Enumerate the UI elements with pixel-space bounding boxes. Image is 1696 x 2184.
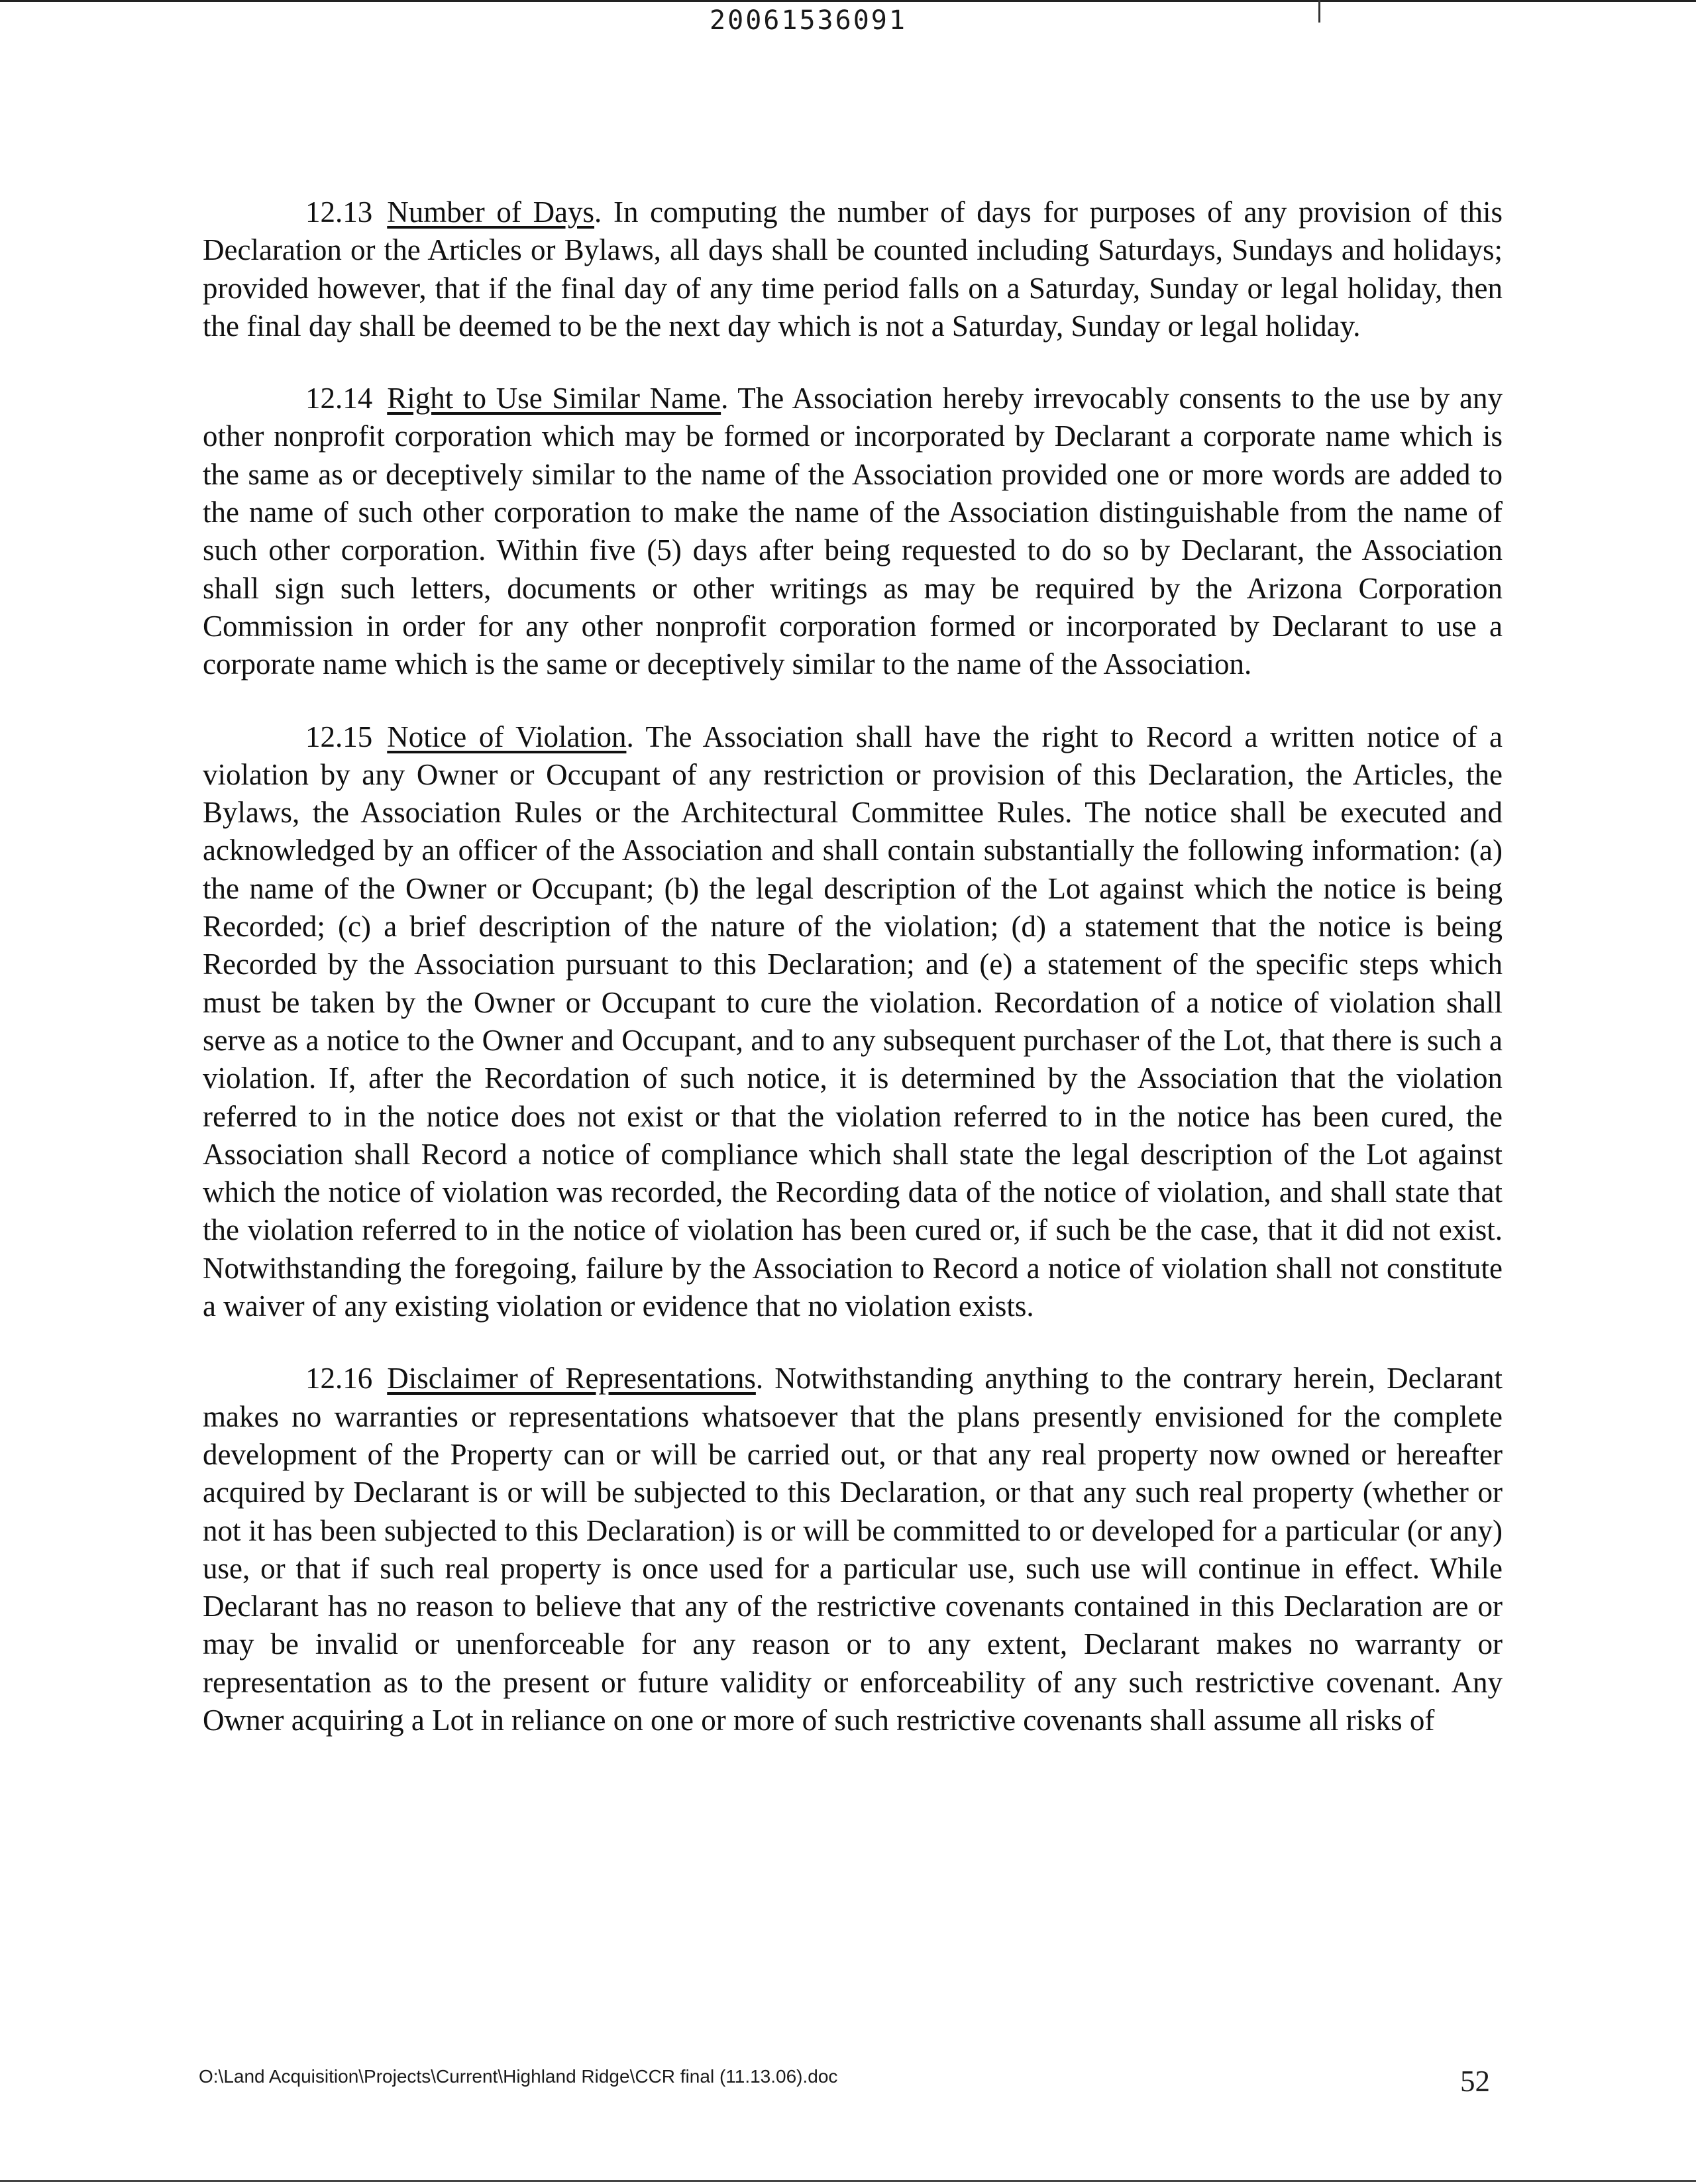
scan-bottom-border <box>0 2180 1696 2182</box>
section-title: Notice of Violation <box>387 720 627 753</box>
document-body <box>203 193 1503 1739</box>
scan-edge-mark <box>1318 0 1320 23</box>
section-text: . The Association shall have the right to Record a written notice of a violation by any Owner or Occupant of any restriction or provision of this Declaration, the Articles, the Bylaws, the Association Rules or the Architectural Committee Rules. The notice shall be executed and acknowledged by an officer of the Association and shall contain substantially the following information: (a) the name of the Owner or Occupant; (b) the legal description of the Lot against which the notice is being Recorded; (c) a brief description of the nature of the violation; (d) a statement that the notice is being Recorded by the Association pursuant to this Declaration; and (e) a statement of the specific steps which must be taken by the Owner or Occupant to cure the violation. Recordation of a notice of violation shall serve as a notice to the Owner and Occupant, and to any subsequent purchaser of the Lot, that there is such a violation. If, after the Recordation of such notice, it is determined by the Association that the violation referred to in the notice does not exist or that the violation referred to in the notice has been cured, the Association shall Record a notice of compliance which shall state the legal description of the Lot against which the notice of violation was recorded, the Recording data of the notice of violation, and shall state that the violation referred to in the notice of violation has been cured or, if such be the case, that it did not exist. Notwithstanding the foregoing, failure by the Association to Record a notice of violation shall not constitute a waiver of any existing violation or evidence that no violation exists. <box>203 720 1503 1323</box>
section-12-15 <box>203 718 1503 1326</box>
scan-top-border <box>0 0 1696 2</box>
section-title: Disclaimer of Representations <box>387 1362 756 1395</box>
section-number: 12.14 <box>305 382 373 415</box>
section-12-16 <box>203 1360 1503 1739</box>
recording-number: 20061536091 <box>710 5 907 36</box>
footer-file-path: O:\Land Acquisition\Projects\Current\Highland Ridge\CCR final (11.13.06).doc <box>199 2066 838 2087</box>
section-title: Number of Days <box>387 195 595 229</box>
section-number: 12.16 <box>305 1362 373 1395</box>
section-title: Right to Use Similar Name <box>387 382 721 415</box>
section-12-14 <box>203 380 1503 683</box>
section-12-13 <box>203 193 1503 345</box>
section-text: . The Association hereby irrevocably consents to the use by any other nonprofit corporation which may be formed or incorporated by Declarant a corporate name which is the same as or deceptively similar to the name of the Association provided one or more words are added to the name of such other corporation to make the name of the Association distinguishable from the name of such other corporation. Within five (5) days after being requested to do so by Declarant, the Association shall sign such letters, documents or other writings as may be required by the Arizona Corporation Commission in order for any other nonprofit corporation formed or incorporated by Declarant to use a corporate name which is the same or deceptively similar to the name of the Association. <box>203 382 1503 681</box>
section-number: 12.15 <box>305 720 373 753</box>
section-text: . In computing the number of days for purposes of any provision of this Declaration or the Articles or Bylaws, all days shall be counted including Saturdays, Sundays and holidays; provided however, that if the final day of any time period falls on a Saturday, Sunday or legal holiday, then the final day shall be deemed to be the next day which is not a Saturday, Sunday or legal holiday. <box>203 195 1503 343</box>
section-text: . Notwithstanding anything to the contrary herein, Declarant makes no warranties or representations whatsoever that the plans presently envisioned for the complete development of the Property can or will be carried out, or that any real property now owned or hereafter acquired by Declarant is or will be subjected to this Declaration, or that any such real property (whether or not it has been subjected to this Declaration) is or will be committed to or developed for a particular (or any) use, or that if such real property is once used for a particular use, such use will continue in effect. While Declarant has no reason to believe that any of the restrictive covenants contained in this Declaration are or may be invalid or unenforceable for any reason or to any extent, Declarant makes no warranty or representation as to the present or future validity or enforceability of any such restrictive covenant. Any Owner acquiring a Lot in reliance on one or more of such restrictive covenants shall assume all risks of <box>203 1362 1503 1737</box>
page-number: 52 <box>1460 2065 1490 2098</box>
section-number: 12.13 <box>305 195 373 229</box>
